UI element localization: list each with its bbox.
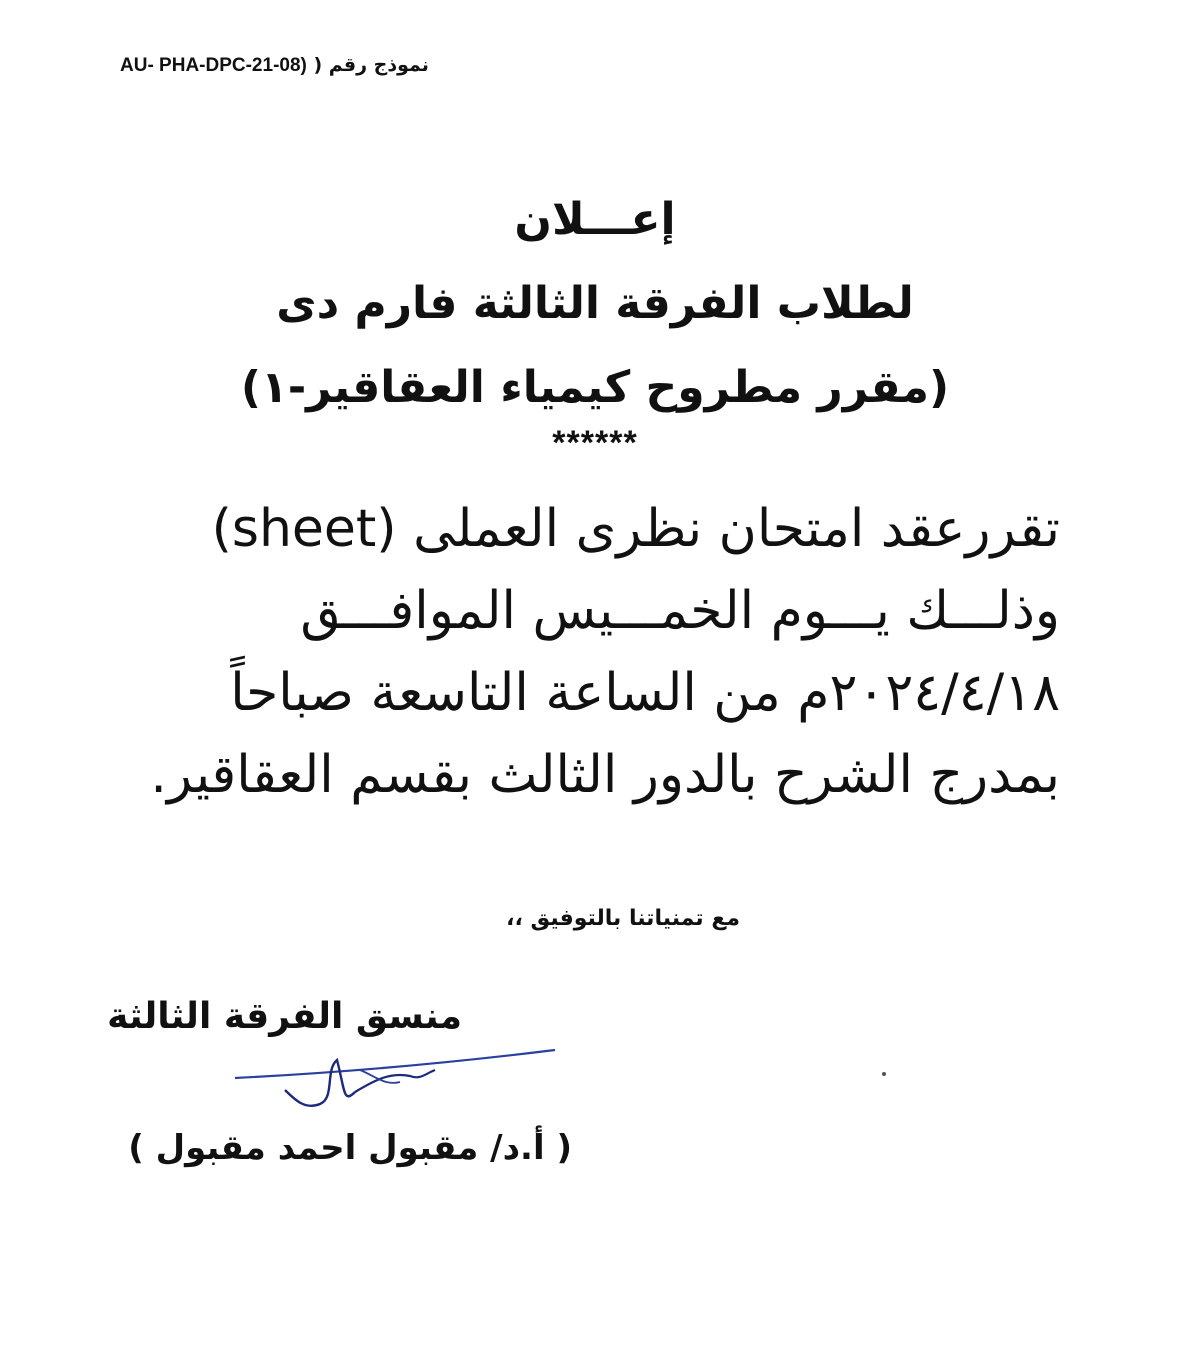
scan-speck [882, 1072, 886, 1076]
announcement-title [100, 178, 1090, 430]
title-course: (مقرر مطروح كيمياء العقاقير-١) [240, 362, 950, 413]
form-number-label: نموذج رقم ( [313, 54, 429, 76]
body-line-1: تقررعقد امتحان نظرى العملى (sheet) [211, 499, 1060, 559]
body-line-3: ٢٠٢٤/٤/١٨م من الساعة التاسعة صباحاً [230, 663, 1060, 723]
body-line-4: بمدرج الشرح بالدور الثالث بقسم العقاقير. [150, 745, 1060, 805]
announcement-body [112, 488, 1060, 816]
handwritten-signature [225, 1030, 565, 1120]
title-audience: لطلاب الفرقة الثالثة فارم دى [276, 278, 914, 329]
form-number-code: AU- PHA-DPC-21-08) [120, 55, 307, 76]
form-number [120, 54, 500, 82]
coordinator-role: منسق الفرقة الثالثة [107, 996, 462, 1037]
closing-wishes: مع تمنياتنا بالتوفيق ،، [506, 906, 740, 931]
body-line-2: وذلـــك يـــوم الخمـــيس الموافـــق [300, 581, 1060, 641]
separator-stars: ****** [552, 424, 638, 462]
title-heading: إعـــلان [514, 194, 676, 245]
coordinator-name: ( أ.د/ مقبول احمد مقبول ) [128, 1128, 572, 1168]
